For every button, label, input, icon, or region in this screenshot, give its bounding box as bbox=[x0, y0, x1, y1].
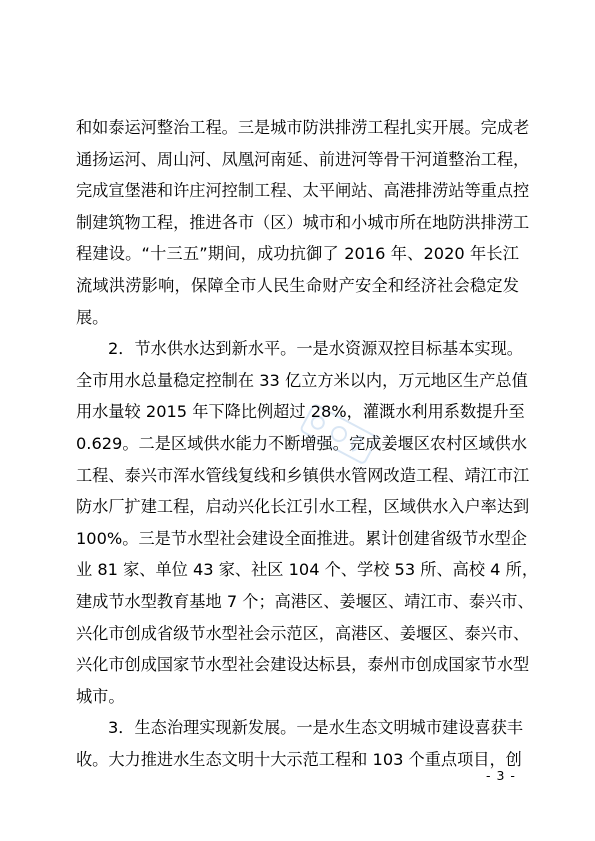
body-line: 0.629。二是区域供水能力不断增强。完成姜堰区农村区域供水 bbox=[76, 433, 528, 453]
body-line: 业 81 家、单位 43 家、社区 104 个、学校 53 所、高校 4 所， bbox=[76, 560, 539, 580]
body-line: 工程、泰兴市浑水管线复线和乡镇供水管网改造工程、靖江市江 bbox=[76, 465, 530, 485]
section-heading-line: 3．生态治理实现新发展。一是水生态文明城市建设喜获丰 bbox=[108, 718, 523, 738]
body-line: 和如泰运河整治工程。三是城市防洪排涝工程扎实开展。完成老 bbox=[76, 118, 530, 137]
section-heading-line: 2．节水供水达到新水平。一是水资源双控目标基本实现。 bbox=[108, 339, 523, 359]
body-line: 兴化市创成国家节水型社会建设达标县，泰州市创成国家节水型 bbox=[76, 655, 530, 675]
body-line: 收。大力推进水生态文明十大示范工程和 103 个重点项目，创 bbox=[76, 749, 522, 769]
body-line: 完成宣堡港和许庄河控制工程、太平闸站、高港排涝站等重点控 bbox=[76, 181, 530, 201]
body-line: 城市。 bbox=[76, 686, 125, 706]
body-line: 通扬运河、周山河、凤凰河南延、前进河等骨干河道整治工程， bbox=[76, 149, 530, 169]
body-text bbox=[76, 112, 539, 775]
page-number: - 3 - bbox=[486, 768, 516, 783]
body-line: 展。 bbox=[76, 307, 109, 327]
body-line: 防水厂扩建工程，启动兴化长江引水工程，区域供水入户率达到 bbox=[76, 497, 530, 517]
body-line: 100%。三是节水型社会建设全面推进。累计创建省级节水型企 bbox=[76, 528, 527, 548]
body-line: 用水量较 2015 年下降比例超过 28%，灌溉水利用系数提升至 bbox=[76, 402, 525, 422]
body-line: 程建设。“十三五”期间，成功抗御了 2016 年、2020 年长江 bbox=[76, 244, 519, 264]
body-line: 制建筑物工程，推进各市（区）城市和小城市所在地防洪排涝工 bbox=[76, 212, 530, 232]
body-line: 建成节水型教育基地 7 个；高港区、姜堰区、靖江市、泰兴市、 bbox=[76, 591, 534, 611]
body-line: 兴化市创成省级节水型社会示范区，高港区、姜堰区、泰兴市、 bbox=[76, 623, 530, 643]
body-line: 全市用水总量稳定控制在 33 亿立方米以内，万元地区生产总值 bbox=[76, 370, 528, 390]
body-line: 流域洪涝影响，保障全市人民生命财产安全和经济社会稳定发 bbox=[76, 275, 519, 295]
